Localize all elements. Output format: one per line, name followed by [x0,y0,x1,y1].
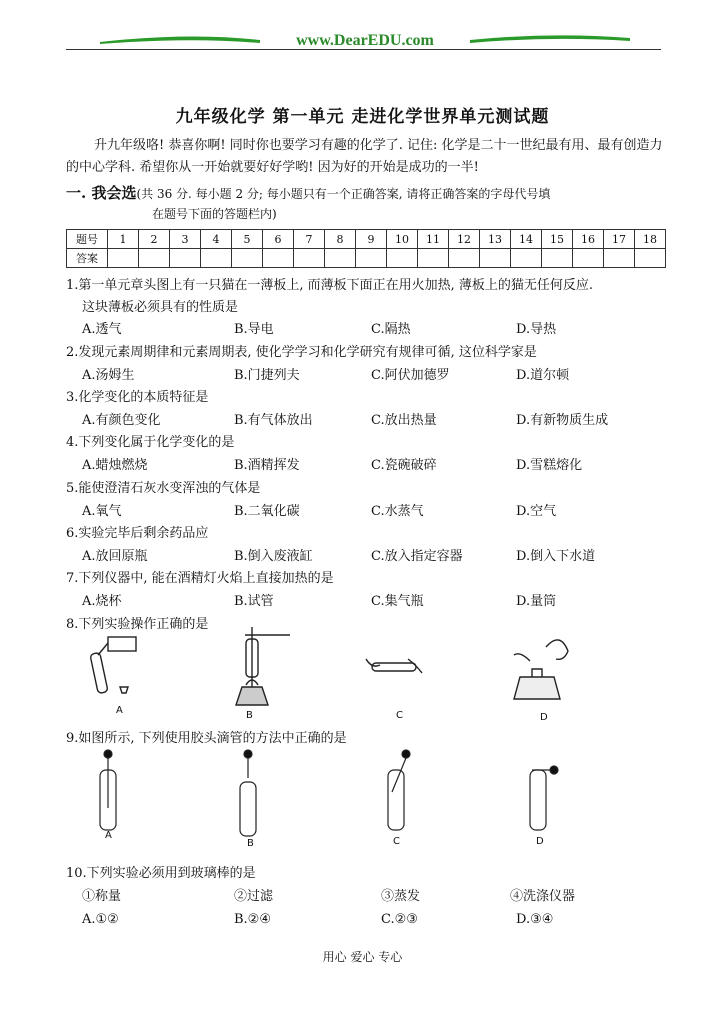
header-logo [70,28,660,50]
q9-label-d: D [536,836,544,847]
q6-option-c: C.放入指定容器 [371,549,463,564]
table-cell: 2 [139,230,170,249]
q7-option-d: D.量筒 [516,594,557,609]
answer-cell[interactable] [139,249,170,268]
answer-cell[interactable] [511,249,542,268]
q7-option-a: A.烧杯 [82,594,122,609]
q1-option-d: D.导热 [516,322,557,337]
q10-option-b: B.②④ [234,912,271,927]
q2-option-d: D.道尔顿 [516,368,570,383]
q8-figures [80,625,640,725]
page-title: 九年级化学 第一单元 走进化学世界单元测试题 [175,107,550,127]
q8-figure-b-icon [236,627,290,705]
table-cell: 1 [108,230,139,249]
q3-option-d: D.有新物质生成 [516,413,609,428]
q6-option-a: A.放回原瓶 [82,549,148,564]
answer-cell[interactable] [604,249,635,268]
question-1-stem: 1.第一单元章头图上有一只猫在一薄板上, 而薄板下面正在用火加热, 薄板上的猫无任何反应. [66,278,594,293]
answer-cell[interactable] [635,249,666,268]
q5-option-b: B.二氧化碳 [234,504,300,519]
q9-label-a: A [105,830,112,841]
answer-cell[interactable] [232,249,263,268]
table-cell: 5 [232,230,263,249]
q4-option-d: D.雪糕熔化 [516,458,583,473]
q9-figure-d-icon [530,766,558,830]
table-cell: 15 [542,230,573,249]
q8-figure-c-icon [366,659,422,673]
table-cell: 17 [604,230,635,249]
table-cell: 11 [418,230,449,249]
q9-figure-b-icon [240,750,256,836]
question-4-stem: 4.下列变化属于化学变化的是 [66,435,235,450]
table-cell: 12 [449,230,480,249]
q1-option-b: B.导电 [234,322,274,337]
question-5-stem: 5.能使澄清石灰水变浑浊的气体是 [66,481,261,496]
q9-figures [80,748,580,838]
q10-item-4: ④洗涤仪器 [510,889,576,904]
q3-option-c: C.放出热量 [371,413,437,428]
table-cell: 8 [325,230,356,249]
question-2-stem: 2.发现元素周期律和元素周期表, 使化学学习和化学研究有规律可循, 这位科学家是 [66,345,537,360]
q4-option-a: A.蜡烛燃烧 [82,458,148,473]
section-heading [66,182,666,206]
q9-label-c: C [393,836,400,847]
q5-option-a: A.氧气 [82,504,122,519]
answer-table-number-row [67,230,666,249]
q4-option-c: C.瓷碗破碎 [371,458,437,473]
answer-cell[interactable] [573,249,604,268]
section-note-2: 在题号下面的答题栏内) [152,207,277,221]
q2-option-b: B.门捷列夫 [234,368,300,383]
table-cell: 4 [201,230,232,249]
q8-label-d: D [540,712,548,723]
answer-cell[interactable] [449,249,480,268]
table-cell: 18 [635,230,666,249]
answer-cell[interactable] [263,249,294,268]
q8-label-b: B [246,710,253,721]
table-cell: 9 [356,230,387,249]
q7-option-b: B.试管 [234,594,274,609]
q8-label-a: A [116,705,123,716]
question-8-stem: 8.下列实验操作正确的是 [66,617,209,632]
answer-cell[interactable] [294,249,325,268]
table-cell: 6 [263,230,294,249]
table-cell: 16 [573,230,604,249]
q10-item-3: ③蒸发 [381,889,421,904]
q10-item-2: ②过滤 [234,889,274,904]
q6-option-b: B.倒入废液缸 [234,549,313,564]
q8-figure-a-icon [90,637,136,694]
question-7-stem: 7.下列仪器中, 能在酒精灯火焰上直接加热的是 [66,571,334,586]
question-6-stem: 6.实验完毕后剩余药品应 [66,526,209,541]
page-footer: 用心 爱心 专心 [322,950,403,964]
question-9-stem: 9.如图所示, 下列使用胶头滴管的方法中正确的是 [66,731,347,746]
answer-table [66,229,666,268]
header-rule [66,49,661,50]
answer-cell[interactable] [418,249,449,268]
answer-cell[interactable] [480,249,511,268]
answer-cell[interactable] [325,249,356,268]
logo-text: www.DearEDU.com [296,32,434,49]
q3-option-a: A.有颜色变化 [82,413,161,428]
table-header-answer: 答案 [67,249,108,268]
q10-option-d: D.③④ [516,912,554,927]
q5-option-c: C.水蒸气 [371,504,424,519]
table-cell: 14 [511,230,542,249]
q10-option-a: A.①② [82,912,119,927]
q9-figure-a-icon [100,750,116,830]
q10-option-c: C.②③ [381,912,418,927]
q10-item-1: ①称量 [82,889,122,904]
q2-option-c: C.阿伏加德罗 [371,368,450,383]
table-cell: 3 [170,230,201,249]
q5-option-d: D.空气 [516,504,557,519]
answer-cell[interactable] [170,249,201,268]
question-3-stem: 3.化学变化的本质特征是 [66,390,209,405]
intro-paragraph: 升九年级咯! 恭喜你啊! 同时你也要学习有趣的化学了. 记住: 化学是二十一世纪最有用、最有创造力的中心学科. 希望你从一开始就要好好学哟! 因为好的开始是成功的一半! [66,138,663,175]
question-10-stem: 10.下列实验必须用到玻璃棒的是 [66,866,256,881]
q7-option-c: C.集气瓶 [371,594,424,609]
table-cell: 7 [294,230,325,249]
question-1-stem-cont: 这块薄板必须具有的性质是 [82,300,239,315]
table-cell: 13 [480,230,511,249]
answer-cell[interactable] [356,249,387,268]
answer-cell[interactable] [201,249,232,268]
q1-option-a: A.透气 [82,322,122,337]
q9-label-b: B [247,838,254,849]
q3-option-b: B.有气体放出 [234,413,313,428]
answer-cell[interactable] [542,249,573,268]
answer-cell[interactable] [108,249,139,268]
table-cell: 10 [387,230,418,249]
q6-option-d: D.倒入下水道 [516,549,596,564]
q9-figure-c-icon [388,750,410,830]
q2-option-a: A.汤姆生 [82,368,135,383]
q8-figure-d-icon [514,640,568,699]
answer-table-answer-row [67,249,666,268]
table-header-number: 题号 [67,230,108,249]
q1-option-c: C.隔热 [371,322,411,337]
section-title: 一. 我会选 [66,184,137,202]
answer-cell[interactable] [387,249,418,268]
q8-label-c: C [396,710,403,721]
q4-option-b: B.酒精挥发 [234,458,300,473]
section-note-1: (共 36 分. 每小题 2 分; 每小题只有一个正确答案, 请将正确答案的字母代号填 [136,187,551,201]
